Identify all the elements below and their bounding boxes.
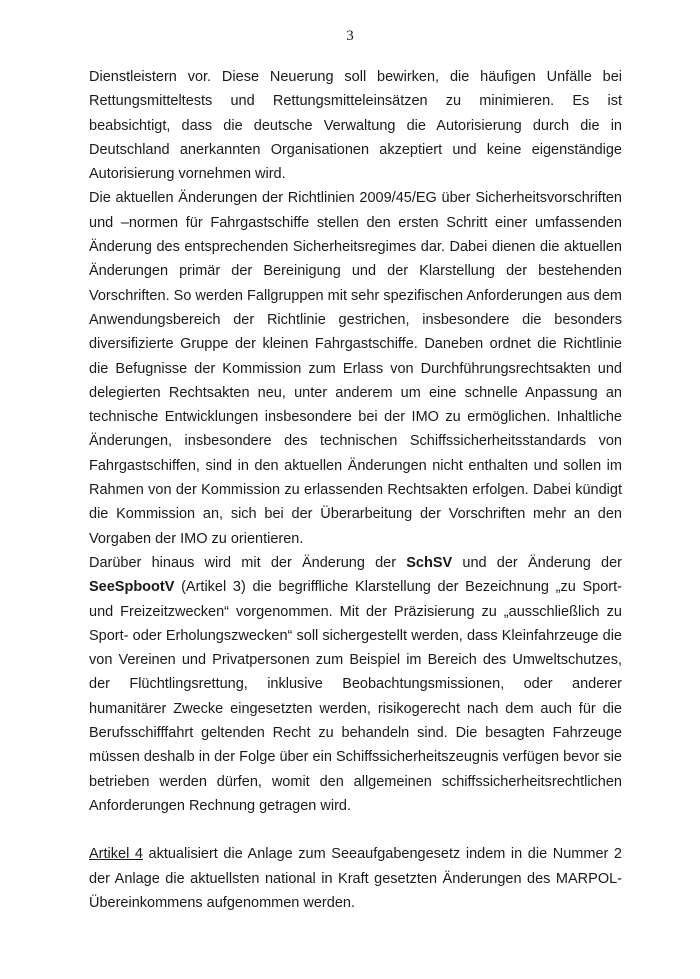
regulation-name-schsv: SchSV: [406, 554, 453, 571]
article-4-heading: Artikel 4: [89, 846, 143, 863]
paragraph-sport-leisure: [89, 551, 622, 818]
paragraph-text: Darüber hinaus wird mit der Änderung der: [89, 554, 407, 571]
paragraph-article-4: [89, 842, 622, 915]
paragraph-authorisation: Dienstleistern vor. Diese Neuerung soll bewirken, die häufigen Unfälle bei Rettungsmitteltests und Rettungsmitteleinsätzen zu minimieren. Es ist beabsichtigt, dass die deutsche Verwaltung die Autorisierung durch die in Deutschland anerkannten Organisationen akzeptiert und keine eigenständige Autorisierung vornehmen wird.: [89, 69, 622, 183]
paragraph-text: (Artikel 3) die begriffliche Klarstellung der Bezeichnung „zu Sport- und Freizeitzwecken“ vorgenommen. Mit der Präzisierung zu „ausschließlich zu Sport- oder Erholungszwecken“ soll sichergestellt werden, dass Kleinfahrzeuge die von Vereinen und Privatpersonen zum Beispiel im Bereich des Umweltschutzes, der Flüchtlingsrettung, inklusive Beobachtungsmissionen, oder anderer humanitärer Zwecke eingesetzten werden, risikogerecht nach dem auch für die Berufsschifffahrt geltenden Recht zu behandeln sind. Die besagten Fahrzeuge müssen deshalb in der Folge über ein Schiffssicherheitszeugnis verfügen bevor sie betrieben werden dürfen, womit den allgemeinen schiffssicherheitsrechtlichen Anforderungen Rechnung getragen wird.: [89, 579, 622, 814]
page-number: 3: [346, 28, 354, 44]
paragraph-spacer: [89, 818, 622, 842]
paragraph-text: und der Änderung der: [452, 554, 623, 571]
document-body: [89, 65, 622, 915]
regulation-name-seespbootv: SeeSpbootV: [89, 579, 175, 596]
paragraph-directive-changes: Die aktuellen Änderungen der Richtlinien 2009/45/EG über Sicherheitsvorschriften und –normen für Fahrgastschiffe stellen den ersten Schritt einer umfassenden Änderung des entsprechenden Sicherheitsregimes dar. Dabei dienen die aktuellen Änderungen primär der Bereinigung und der Klarstellung der bestehenden Vorschriften. So werden Fallgruppen mit sehr spezifischen Anforderungen aus dem Anwendungsbereich der Richtlinie gestrichen, insbesondere die besonders diversifizierte Gruppe der kleinen Fahrgastschiffe. Daneben ordnet die Richtlinie die Befugnisse der Kommission zum Erlass von Durchführungsrechtsakten und delegierten Rechtsakten neu, unter anderem um eine schnelle Anpassung an technische Entwicklungen insbesondere bei der IMO zu ermöglichen. Inhaltliche Änderungen, insbesondere des technischen Schiffssicherheitsstandards von Fahrgastschiffen, sind in den aktuellen Änderungen nicht enthalten und sollen im Rahmen von der Kommission zu erlassenden Rechtsakten erfolgen. Dabei kündigt die Kommission an, sich bei der Überarbeitung der Vorschriften mehr an den Vorgaben der IMO zu orientieren.: [89, 190, 622, 547]
paragraph-text: aktualisiert die Anlage zum Seeaufgabengesetz indem in die Nummer 2 der Anlage die aktuellsten national in Kraft gesetzten Änderungen des MARPOL-Übereinkommens aufgenommen werden.: [89, 846, 622, 911]
